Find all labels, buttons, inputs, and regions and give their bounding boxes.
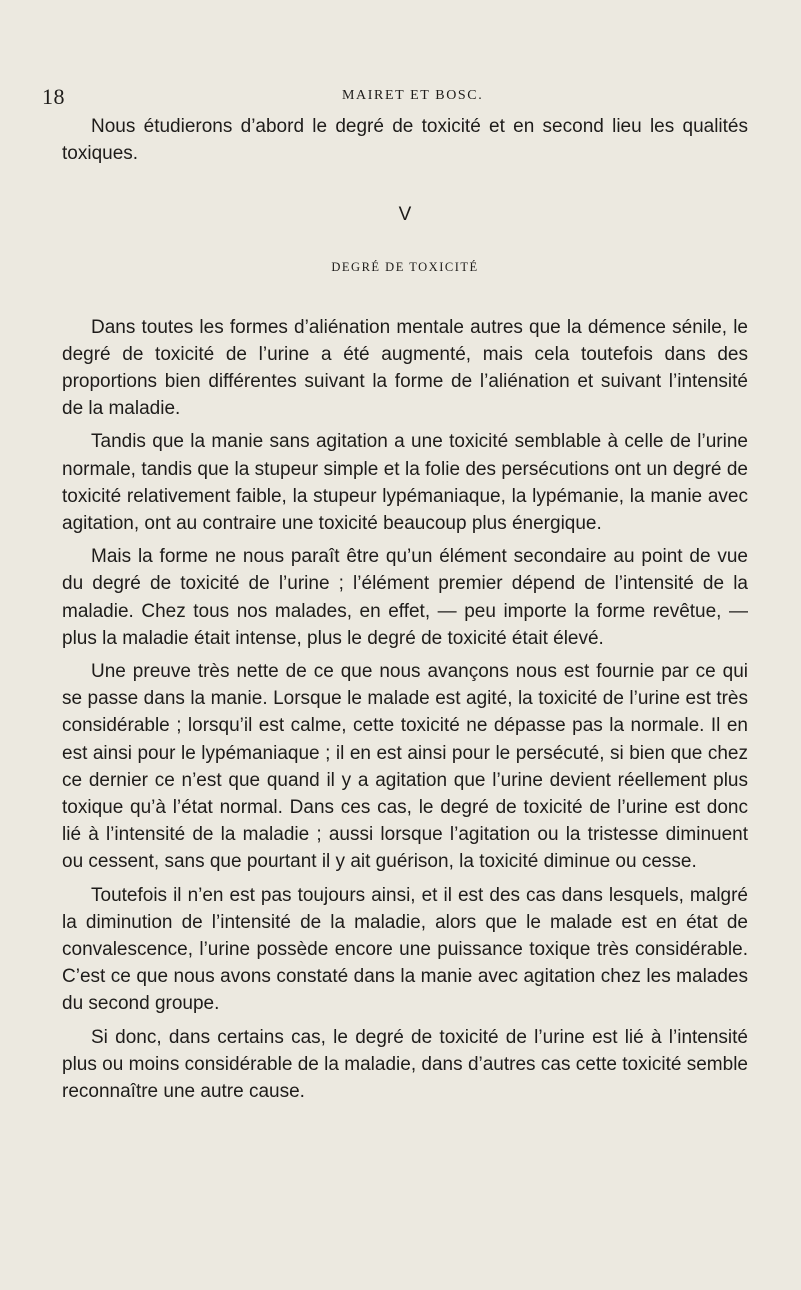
page-number: 18 (42, 84, 65, 109)
running-header (42, 84, 742, 114)
paragraph: Tandis que la manie sans agitation a une toxicité semblable à celle de l’urine normale, tandis que la stupeur simple et la folie des persécutions ont un degré de toxicité relativement faible, la stupeur lypémaniaque, la lypémanie, la manie avec agitation, ont au contraire une toxicité beaucoup plus énergique. (62, 431, 748, 535)
paragraph: Mais la forme ne nous paraît être qu’un élément secondaire au point de vue du degré de toxicité de l’urine ; l’élément premier dépend de l’intensité de la maladie. Chez tous nos malades, en effet, — peu importe la forme revêtue, — plus la maladie était intense, plus le degré de toxicité était élevé. (62, 546, 748, 649)
paragraph: Une preuve très nette de ce que nous avançons nous est fournie par ce qui se passe dans la manie. Lorsque le malade est agité, la toxicité de l’urine est très considérable ; lorsqu’il est calme, cette toxicité ne dépasse pas la normale. Il en est ainsi pour le lypémaniaque ; il en est ainsi pour le persécuté, si bien que chez ce dernier ce n’est que quand il y a agitation que l’urine devient réellement plus toxique qu’à l’état normal. Dans ces cas, le degré de toxicité de l’urine est donc lié à l’intensité de la maladie ; aussi lorsque l’agitation ou la tristesse diminuent ou cessent, sans que pourtant il y ait guérison, la toxicité diminue ou cesse. (62, 661, 748, 873)
section-number: V (398, 204, 412, 226)
intro-paragraph: Nous étudierons d’abord le degré de toxicité et en second lieu les qualités toxiques. (62, 116, 748, 165)
running-title: MAIRET ET BOSC. (342, 88, 484, 103)
paragraph: Dans toutes les formes d’aliénation mentale autres que la démence sénile, le degré de toxicité de l’urine a été augmenté, mais cela toutefois dans des proportions bien différentes suivant la forme de l’aliénation et suivant l’intensité de la maladie. (62, 316, 748, 420)
paragraph: Toutefois il n’en est pas toujours ainsi, et il est des cas dans lesquels, malgré la diminution de l’intensité de la maladie, alors que le malade est en état de convalescence, l’urine possède encore une puissance toxique très considérable. C’est ce que nous avons constaté dans la manie avec agitation chez les malades du second groupe. (62, 884, 748, 1015)
paragraph: Si donc, dans certains cas, le degré de toxicité de l’urine est lié à l’intensité plus ou moins considérable de la maladie, dans d’autres cas cette toxicité semble reconnaître une autre cause. (62, 1026, 748, 1103)
body-text (62, 113, 748, 1105)
section-title: DEGRÉ DE TOXICITÉ (331, 260, 479, 275)
